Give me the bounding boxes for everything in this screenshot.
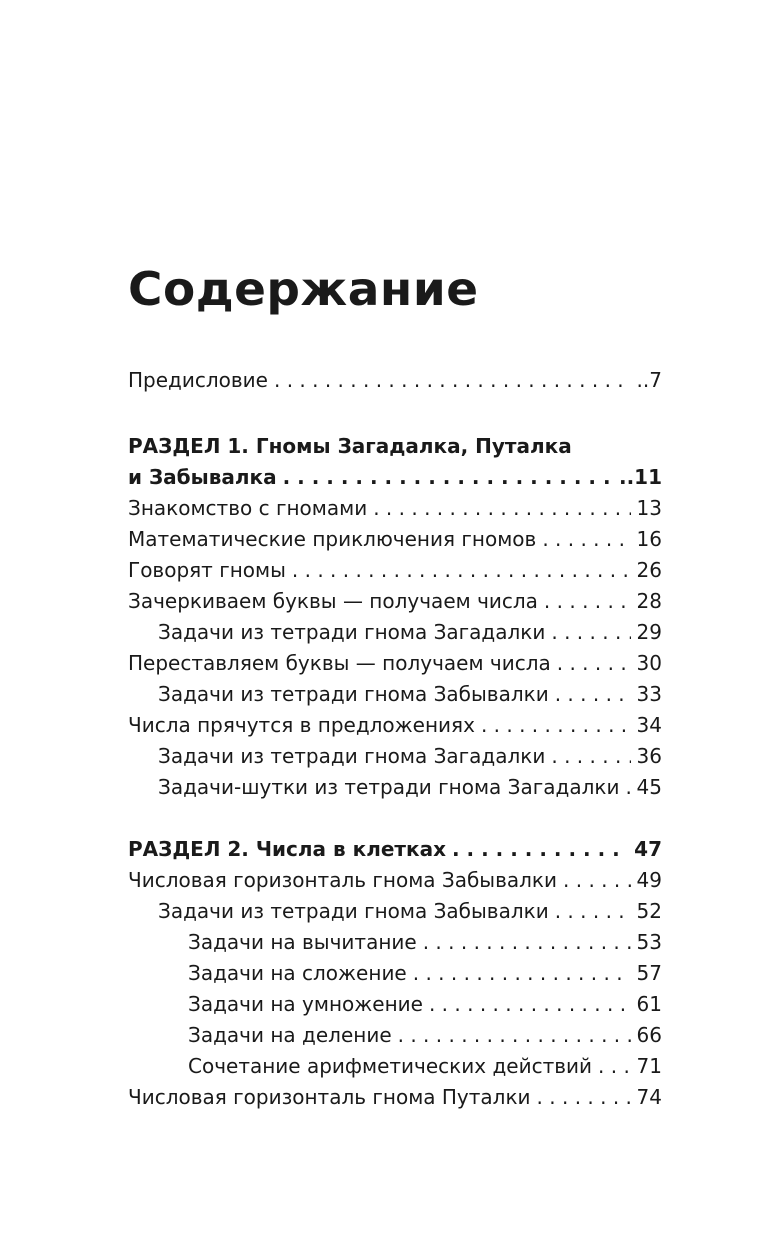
toc-leader-dots: [555, 678, 631, 710]
toc-leader-dots: [274, 364, 631, 396]
toc-leader-dots: [551, 740, 630, 772]
toc-entry-page-number: 30: [636, 651, 662, 675]
toc-entry-page-number: 29: [636, 620, 662, 644]
toc-entry[interactable]: [158, 616, 662, 648]
toc-entry-label: Задачи из тетради гнома Загадалки: [158, 744, 546, 768]
toc-entry-label: Сочетание арифметических действий: [188, 1054, 593, 1078]
toc-entry[interactable]: [158, 678, 662, 710]
toc-entry-page-number: 71: [636, 1054, 662, 1078]
toc-entry[interactable]: [188, 1019, 662, 1051]
toc-entry-label: Задачи на сложение: [188, 961, 407, 985]
toc-entry[interactable]: [158, 895, 662, 927]
toc-entry-label: Говорят гномы: [128, 558, 286, 582]
page-title: Содержание: [128, 262, 479, 316]
toc-leader-dots: [452, 833, 628, 865]
toc-entry-label: Задачи на умножение: [188, 992, 423, 1016]
toc-entry-label: Задачи-шутки из тетради гнома Загадалки: [158, 775, 620, 799]
toc-entry-label: Числовая горизонталь гнома Забывалки: [128, 868, 558, 892]
toc-leader-dots: [373, 492, 630, 524]
toc-leader-dots: [542, 523, 630, 555]
toc-entry-label: Задачи на деление: [188, 1023, 392, 1047]
toc-entry[interactable]: [188, 957, 662, 989]
toc-entry-label: Предисловие: [128, 368, 268, 392]
toc-entry-page-number: 26: [636, 558, 662, 582]
toc-entry[interactable]: [128, 647, 662, 679]
toc-entry-label: Зачеркиваем буквы — получаем числа: [128, 589, 538, 613]
toc-entry[interactable]: [128, 709, 662, 741]
toc-entry-page-number: 16: [636, 527, 662, 551]
toc-entry-label: Задачи из тетради гнома Забывалки: [158, 899, 549, 923]
toc-entry-page-number: 74: [636, 1085, 662, 1109]
toc-leader-dots: [398, 1019, 631, 1051]
toc-leader-dots: [625, 771, 630, 803]
toc-section-heading-line: РАЗДЕЛ 1. Гномы Загадалка, Путалка: [128, 434, 572, 458]
toc-entry[interactable]: [128, 1081, 662, 1113]
toc-leader-dots: [481, 709, 631, 741]
toc-entry[interactable]: [128, 364, 662, 396]
toc-entry-label: Числовая горизонталь гнома Путалки: [128, 1085, 531, 1109]
toc-entry-page-number: ..7: [636, 368, 662, 392]
toc-leader-dots: [557, 647, 631, 679]
toc-entry[interactable]: [158, 771, 662, 803]
toc-entry-page-number: 66: [636, 1023, 662, 1047]
toc-entry-label: Задачи из тетради гнома Забывалки: [158, 682, 549, 706]
toc-entry-page-number: 36: [636, 744, 662, 768]
toc-entry[interactable]: [128, 492, 662, 524]
toc-leader-dots: [413, 957, 631, 989]
toc-leader-dots: [283, 461, 613, 493]
toc-leader-dots: [598, 1050, 631, 1082]
toc-entry[interactable]: [128, 864, 662, 896]
toc-entry[interactable]: [188, 926, 662, 958]
toc-entry-page-number: ..11: [618, 465, 662, 489]
toc-leader-dots: [544, 585, 631, 617]
toc-leader-dots: [429, 988, 631, 1020]
toc-entry-label: Знакомство с гномами: [128, 496, 368, 520]
toc-entry-page-number: 47: [634, 837, 662, 861]
toc-entry[interactable]: [128, 461, 662, 493]
toc-entry[interactable]: [188, 988, 662, 1020]
toc-leader-dots: [551, 616, 630, 648]
toc-entry[interactable]: [128, 523, 662, 555]
toc-entry-label: Числа прячутся в предложениях: [128, 713, 475, 737]
toc-leader-dots: [537, 1081, 631, 1113]
toc-entry-label: Математические приключения гномов: [128, 527, 537, 551]
toc-entry-page-number: 13: [636, 496, 662, 520]
toc-entry-page-number: 33: [636, 682, 662, 706]
toc-entry-label: РАЗДЕЛ 2. Числа в клетках: [128, 837, 446, 861]
toc-entry[interactable]: [128, 554, 662, 586]
toc-entry-label: и Забывалка: [128, 465, 277, 489]
toc-entry-label: Переставляем буквы — получаем числа: [128, 651, 551, 675]
toc-entry-page-number: 34: [636, 713, 662, 737]
toc-entry-page-number: 28: [636, 589, 662, 613]
toc-entry-page-number: 57: [636, 961, 662, 985]
toc-entry-label: Задачи из тетради гнома Загадалки: [158, 620, 546, 644]
toc-entry[interactable]: [188, 1050, 662, 1082]
toc-entry-page-number: 45: [636, 775, 662, 799]
toc-entry-label: Задачи на вычитание: [188, 930, 417, 954]
toc-entry-page-number: 52: [636, 899, 662, 923]
toc-entry[interactable]: [158, 740, 662, 772]
toc-entry-page-number: 61: [636, 992, 662, 1016]
toc-entry[interactable]: [128, 585, 662, 617]
toc-leader-dots: [423, 926, 631, 958]
toc-leader-dots: [563, 864, 631, 896]
toc-entry[interactable]: [128, 833, 662, 865]
toc-leader-dots: [292, 554, 631, 586]
toc-entry-page-number: 53: [636, 930, 662, 954]
toc-entry-page-number: 49: [636, 868, 662, 892]
toc-leader-dots: [555, 895, 631, 927]
